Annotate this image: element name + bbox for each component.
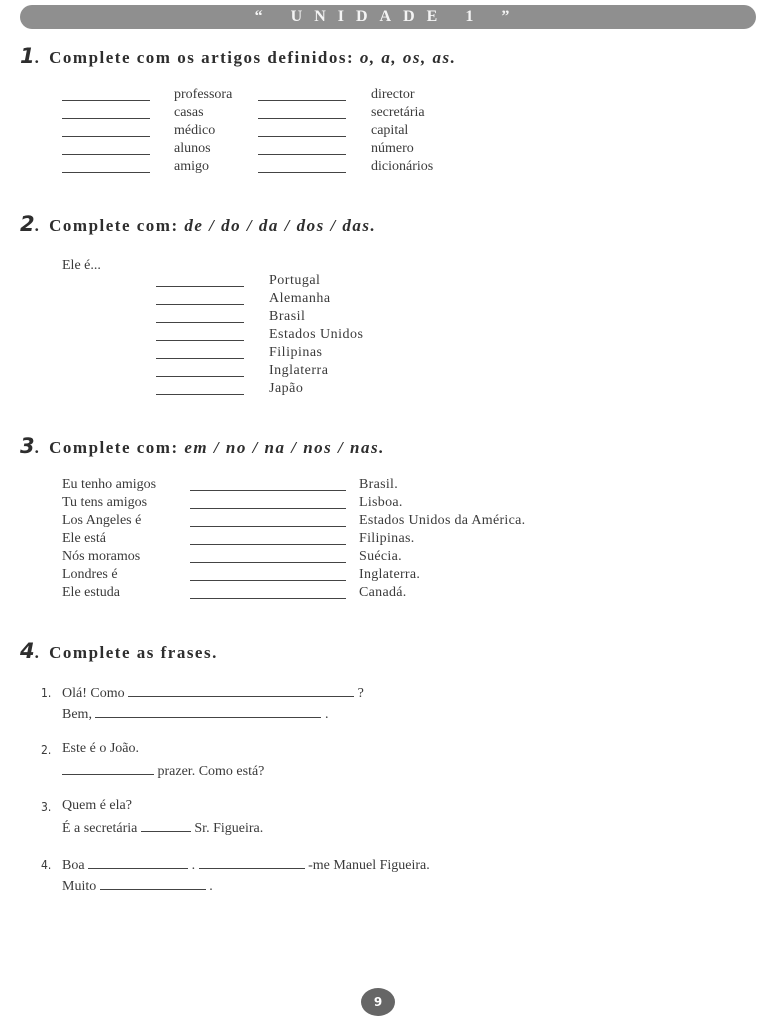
ex3-blank[interactable] bbox=[190, 496, 346, 509]
exercise-4-number: 4 bbox=[20, 639, 35, 663]
ex1-blank-right[interactable] bbox=[258, 142, 346, 155]
ex3-sentence-end: Inglaterra. bbox=[359, 567, 421, 582]
ex3-sentence-start: Nós moramos bbox=[62, 549, 141, 564]
q3-text-b-end: Sr. Figueira. bbox=[194, 821, 264, 836]
q4-line-a bbox=[62, 856, 430, 874]
exercise-2-title: Complete com: bbox=[49, 216, 179, 235]
ex2-country: Filipinas bbox=[269, 345, 323, 360]
exercise-1-options: o, a, os, as. bbox=[359, 48, 457, 67]
ex1-word-right: capital bbox=[371, 123, 409, 138]
ex1-blank-left[interactable] bbox=[62, 142, 150, 155]
ex1-blank-left[interactable] bbox=[62, 88, 150, 101]
q1-text-b: Bem, bbox=[62, 707, 92, 722]
exercise-2-options: de / do / da / dos / das. bbox=[184, 216, 377, 235]
ex1-word-left: professora bbox=[174, 87, 233, 102]
ex3-sentence-end: Brasil. bbox=[359, 477, 399, 492]
q4-number: 4. bbox=[41, 858, 52, 872]
ex3-sentence-start: Eu tenho amigos bbox=[62, 477, 157, 492]
ex2-country: Portugal bbox=[269, 273, 321, 288]
ex1-word-right: secretária bbox=[371, 105, 425, 120]
page-number: 9 bbox=[373, 995, 383, 1009]
ex3-blank[interactable] bbox=[190, 532, 346, 545]
ex2-country: Inglaterra bbox=[269, 363, 329, 378]
q1-number: 1. bbox=[41, 686, 52, 700]
ex3-blank[interactable] bbox=[190, 514, 346, 527]
q1-line-a bbox=[62, 684, 364, 702]
q4-text-a-end: -me Manuel Figueira. bbox=[308, 858, 430, 873]
q2-line-b bbox=[62, 762, 264, 780]
ex1-blank-left[interactable] bbox=[62, 160, 150, 173]
q1-text-a-end: ? bbox=[357, 686, 364, 701]
ex1-blank-right[interactable] bbox=[258, 124, 346, 137]
exercise-3-heading: 3. Complete com: em / no / na / nos / nas. bbox=[20, 434, 385, 458]
ex1-blank-right[interactable] bbox=[258, 160, 346, 173]
ex2-blank[interactable] bbox=[156, 328, 244, 341]
ex1-word-right: número bbox=[371, 141, 414, 156]
exercise-2-number: 2 bbox=[20, 212, 35, 236]
ex3-sentence-end: Canadá. bbox=[359, 585, 407, 600]
exercise-1-number: 1 bbox=[20, 44, 35, 68]
q4-blank-b[interactable] bbox=[199, 856, 305, 869]
ex2-blank[interactable] bbox=[156, 382, 244, 395]
exercise-1-title: Complete com os artigos definidos: bbox=[49, 48, 355, 67]
ex3-sentence-end: Filipinas. bbox=[359, 531, 415, 546]
ex2-country: Estados Unidos bbox=[269, 327, 364, 342]
ex3-blank[interactable] bbox=[190, 550, 346, 563]
ex1-word-left: casas bbox=[174, 105, 204, 120]
exercise-3-number: 3 bbox=[20, 434, 35, 458]
q4-text-a: Boa bbox=[62, 858, 85, 873]
unit-banner bbox=[20, 5, 756, 29]
q2-text-b-end: prazer. Como está? bbox=[157, 764, 265, 779]
ex1-word-left: alunos bbox=[174, 141, 211, 156]
ex3-sentence-end: Suécia. bbox=[359, 549, 402, 564]
q4-blank-a[interactable] bbox=[88, 856, 188, 869]
ex2-country: Japão bbox=[269, 381, 304, 396]
ex1-word-right: director bbox=[371, 87, 415, 102]
ex1-word-right: dicionários bbox=[371, 159, 434, 174]
q4-text-a-mid: . bbox=[191, 858, 196, 873]
ex1-blank-left[interactable] bbox=[62, 106, 150, 119]
q2-text-a: Este é o João. bbox=[62, 741, 139, 756]
ex2-country: Brasil bbox=[269, 309, 306, 324]
exercise-2-heading: 2. Complete com: de / do / da / dos / das. bbox=[20, 212, 377, 236]
q1-blank-a[interactable] bbox=[128, 684, 354, 697]
ex2-blank[interactable] bbox=[156, 346, 244, 359]
ex3-sentence-start: Los Angeles é bbox=[62, 513, 142, 528]
ex3-sentence-start: Tu tens amigos bbox=[62, 495, 148, 510]
ex1-blank-right[interactable] bbox=[258, 106, 346, 119]
exercise-4-title: Complete as frases. bbox=[49, 643, 218, 662]
exercise-3-options: em / no / na / nos / nas. bbox=[184, 438, 385, 457]
ex3-blank[interactable] bbox=[190, 478, 346, 491]
q4-text-b-end: . bbox=[209, 879, 213, 894]
ex2-blank[interactable] bbox=[156, 292, 244, 305]
exercise-2-intro: Ele é... bbox=[62, 258, 101, 273]
q4-line-b bbox=[62, 877, 213, 895]
ex1-word-left: médico bbox=[174, 123, 216, 138]
ex2-country: Alemanha bbox=[269, 291, 331, 306]
q3-blank[interactable] bbox=[141, 819, 191, 832]
exercise-4-heading: 4. Complete as frases. bbox=[20, 639, 218, 663]
ex3-sentence-start: Ele estuda bbox=[62, 585, 120, 600]
ex1-word-left: amigo bbox=[174, 159, 209, 174]
q1-line-b bbox=[62, 705, 328, 723]
page-number-badge bbox=[361, 988, 395, 1016]
q3-line-b bbox=[62, 819, 263, 837]
q3-text-b: É a secretária bbox=[62, 821, 138, 836]
ex3-sentence-start: Ele está bbox=[62, 531, 106, 546]
exercise-3-title: Complete com: bbox=[49, 438, 179, 457]
ex3-sentence-end: Estados Unidos da América. bbox=[359, 513, 526, 528]
q2-number: 2. bbox=[41, 743, 52, 757]
q1-text-a: Olá! Como bbox=[62, 686, 125, 701]
q1-blank-b[interactable] bbox=[95, 705, 321, 718]
q3-text-a: Quem é ela? bbox=[62, 798, 132, 813]
q4-blank-c[interactable] bbox=[100, 877, 206, 890]
q1-text-b-end: . bbox=[324, 707, 329, 722]
q2-blank[interactable] bbox=[62, 762, 154, 775]
ex1-blank-right[interactable] bbox=[258, 88, 346, 101]
ex2-blank[interactable] bbox=[156, 364, 244, 377]
ex2-blank[interactable] bbox=[156, 310, 244, 323]
exercise-1-heading: 1. Complete com os artigos definidos: o, a, os, as. bbox=[20, 44, 457, 68]
q3-number: 3. bbox=[41, 800, 52, 814]
ex2-blank[interactable] bbox=[156, 274, 244, 287]
ex3-sentence-start: Londres é bbox=[62, 567, 118, 582]
ex3-sentence-end: Lisboa. bbox=[359, 495, 403, 510]
ex3-blank[interactable] bbox=[190, 586, 346, 599]
ex1-blank-left[interactable] bbox=[62, 124, 150, 137]
ex3-blank[interactable] bbox=[190, 568, 346, 581]
q4-text-b: Muito bbox=[62, 879, 97, 894]
unit-title: “ UNIDADE 1 ” bbox=[254, 8, 522, 25]
